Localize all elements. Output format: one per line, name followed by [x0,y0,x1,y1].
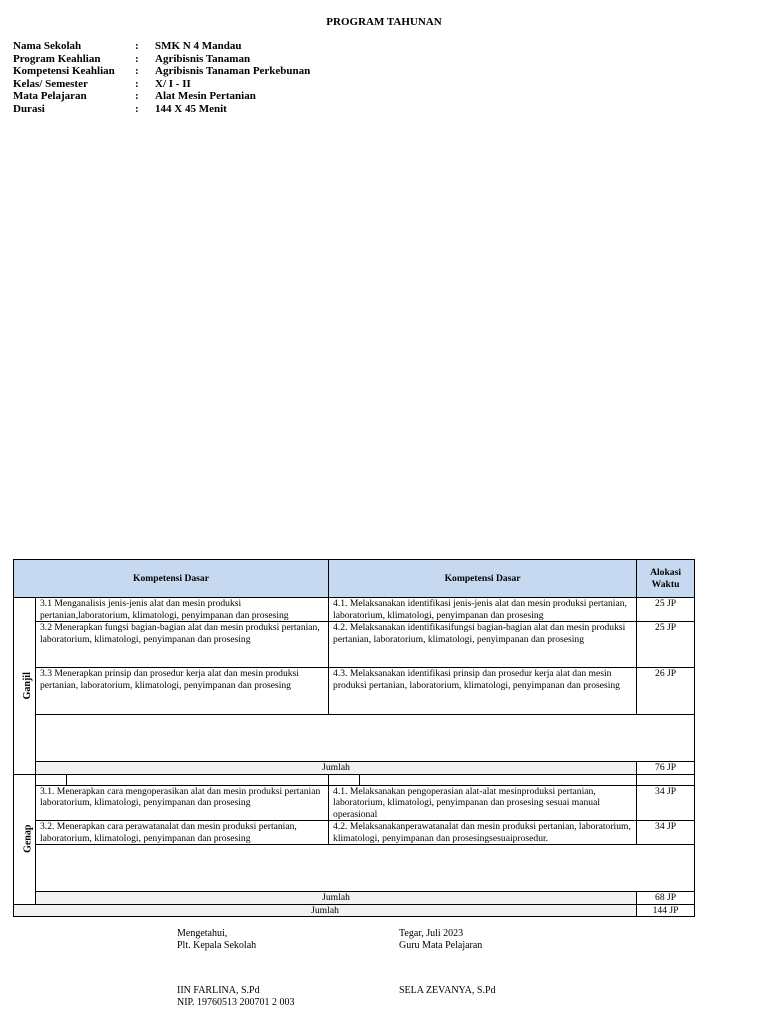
header-alloc: Alokasi Waktu [637,560,695,598]
total-row [14,904,695,917]
info-label: Program Keahlian [13,52,101,65]
subtotal-row-genap [14,892,695,905]
info-value: Agribisnis Tanaman Perkebunan [155,65,311,78]
teacher-name: SELA ZEVANYA, S.Pd [399,985,496,996]
principal-nip: NIP. 19760513 200701 2 003 [177,997,295,1008]
semester-genap [14,774,36,904]
info-colon: : [135,52,139,65]
signature-right-name [399,985,496,997]
total-label: Jumlah [14,904,637,917]
info-label: Mata Pelajaran [13,90,87,103]
acknowledged-text: Mengetahui, [177,928,228,939]
info-colon: : [135,40,139,52]
header-kd4: Kompetensi Dasar [329,560,637,598]
table-row [14,821,695,845]
kd3-cell: 3.1 Menganalisis jenis-jenis alat dan mesin produksi pertanian,laboratorium, klimatologi, penyimpanan dan prosesing [36,598,329,622]
spacer-cell [360,774,637,785]
table-row-empty [14,715,695,762]
spacer-cell [637,774,695,785]
table-row-empty [14,845,695,892]
signature-left-header [177,928,256,952]
kd3-cell: 3.3 Menerapkan prinsip dan prosedur kerja alat dan mesin produksi pertanian, laboratorium, klimatologi, penyimpanan dan prosesing [36,668,329,715]
info-colon: : [135,102,139,115]
kd4-cell: 4.1. Melaksanakan pengoperasian alat-alat mesinproduksi pertanian, laboratorium, klimatologi, penyimpanan dan prosesing sesuai manual operasional [329,785,637,821]
info-value: SMK N 4 Mandau [155,40,242,52]
signature-right-header [399,928,482,952]
info-value: Alat Mesin Pertanian [155,90,256,103]
info-value: 144 X 45 Menit [155,102,227,115]
kd3-cell: 3.1. Menerapkan cara mengoperasikan alat dan mesin produksi pertanian laboratorium, klimatologi, penyimpanan dan prosesing [36,785,329,821]
info-colon: : [135,77,139,90]
table-header-row [14,560,695,598]
info-label: Kelas/ Semester [13,77,88,90]
spacer-cell [67,774,329,785]
kd3-cell: 3.2. Menerapkan cara perawatanalat dan mesin produksi pertanian, laboratorium, klimatologi, penyimpanan dan prosesing [36,821,329,845]
spacer-cell [36,774,67,785]
teacher-title: Guru Mata Pelajaran [399,940,483,951]
place-date: Tegar, Juli 2023 [399,928,464,939]
total-value: 144 JP [637,904,695,917]
alloc-cell: 34 JP [637,785,695,821]
signature-left-name [177,985,295,1009]
semester-label: Genap [22,824,34,854]
alloc-cell: 26 JP [637,668,695,715]
info-label: Nama Sekolah [13,40,82,52]
info-label: Durasi [13,102,45,115]
empty-cell [36,715,695,762]
kd4-cell: 4.1. Melaksanakan identifikasi jenis-jenis alat dan mesin produksi pertanian, laboratorium, klimatologi, penyimpanan dan prosesing [329,598,637,622]
kd4-cell: 4.3. Melaksanakan identifikasi prinsip dan prosedur kerja alat dan mesin produksi pertanian, laboratorium, klimatologi, penyimpanan dan prosesing [329,668,637,715]
info-value: Agribisnis Tanaman [155,52,251,65]
subtotal-row-ganjil [14,762,695,775]
page-title: PROGRAM TAHUNAN [326,16,442,28]
subtotal-label: Jumlah [36,762,637,775]
subtotal-label: Jumlah [36,892,637,905]
subtotal-value: 76 JP [637,762,695,775]
empty-cell [36,845,695,892]
spacer-cell [329,774,360,785]
table-row [14,785,695,821]
table-row [14,622,695,668]
info-label: Kompetensi Keahlian [13,65,115,78]
alloc-cell: 25 JP [637,598,695,622]
alloc-cell: 34 JP [637,821,695,845]
table-row [14,598,695,622]
table-row [14,668,695,715]
kd4-cell: 4.2. Melaksanakanperawatanalat dan mesin produksi pertanian, laboratorium, klimatologi, penyimpanan dan prosesingsesuaiprosedur. [329,821,637,845]
program-table [13,559,694,917]
info-colon: : [135,90,139,103]
header-kd3: Kompetensi Dasar [14,560,329,598]
info-value: X/ I - II [155,77,191,90]
semester-label: Ganjil [21,672,33,700]
kd3-cell: 3.2 Menerapkan fungsi bagian-bagian alat dan mesin produksi pertanian, laboratorium, klimatologi, penyimpanan dan prosesing [36,622,329,668]
semester-ganjil [14,598,36,775]
principal-name: IIN FARLINA, S.Pd [177,985,260,996]
table-row-spacer [14,774,695,785]
info-colon: : [135,65,139,78]
kd4-cell: 4.2. Melaksanakan identifikasifungsi bagian-bagian alat dan mesin produksi pertanian, laboratorium, klimatologi, penyimpanan dan prosesing [329,622,637,668]
subtotal-value: 68 JP [637,892,695,905]
alloc-cell: 25 JP [637,622,695,668]
principal-title: Plt. Kepala Sekolah [177,940,257,951]
